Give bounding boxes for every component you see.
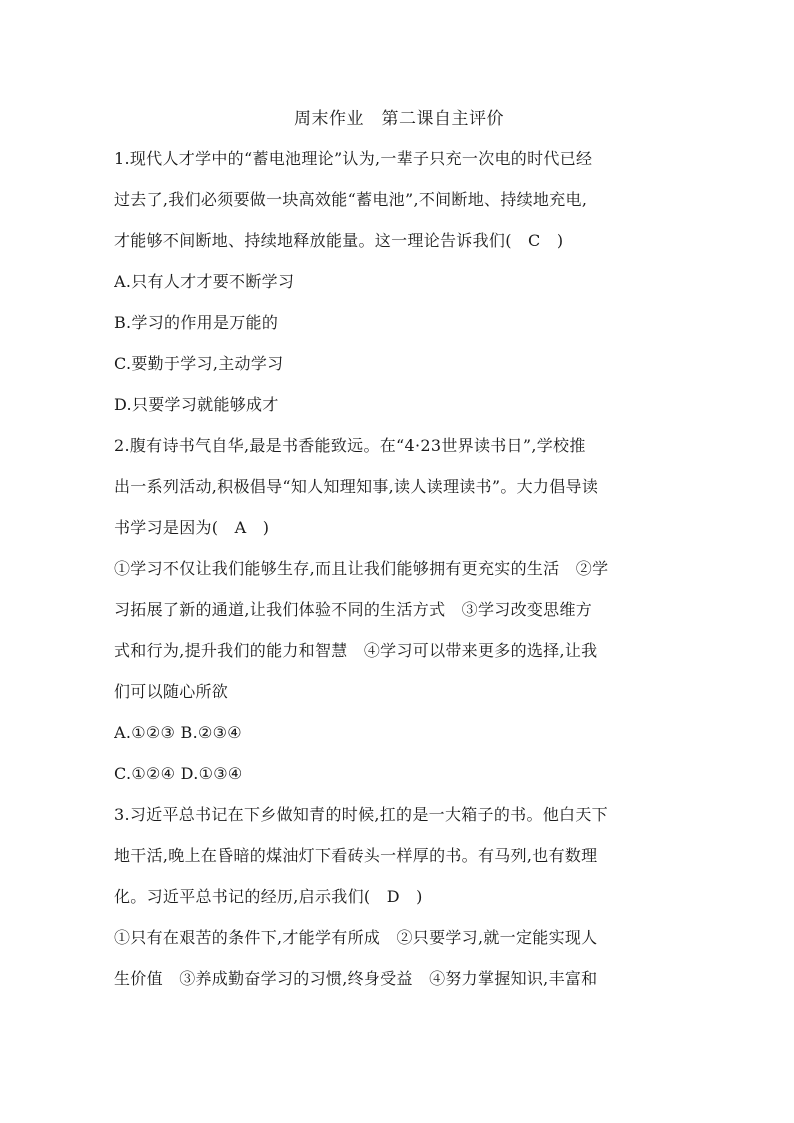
text-line: 生价值 ③养成勤奋学习的习惯,终身受益 ④努力掌握知识,丰富和 bbox=[114, 969, 598, 988]
text-line: 才能够不间断地、持续地释放能量。这一理论告诉我们( C ) bbox=[114, 231, 564, 250]
text-line: 书学习是因为( A ) bbox=[114, 518, 270, 537]
text-line: ①只有在艰苦的条件下,才能学有所成 ②只要学习,就一定能实现人 bbox=[114, 928, 598, 947]
text-line: 习拓展了新的通道,让我们体验不同的生活方式 ③学习改变思维方 bbox=[114, 600, 593, 619]
text-line: 1.现代人才学中的“蓄电池理论”认为,一辈子只充一次电的时代已经 bbox=[114, 149, 593, 168]
text-line: 过去了,我们必须要做一块高效能“蓄电池”,不间断地、持续地充电, bbox=[114, 190, 588, 209]
text-line: 地干活,晚上在昏暗的煤油灯下看砖头一样厚的书。有马列,也有数理 bbox=[114, 846, 598, 865]
text-line: ①学习不仅让我们能够生存,而且让我们能够拥有更充实的生活 ②学 bbox=[114, 559, 609, 578]
text-line: 化。习近平总书记的经历,启示我们( D ) bbox=[114, 887, 423, 906]
text-line: 们可以随心所欲 bbox=[114, 682, 229, 701]
document-page bbox=[114, 100, 684, 999]
text-line: D.只要学习就能够成才 bbox=[114, 395, 279, 414]
text-line: 式和行为,提升我们的能力和智慧 ④学习可以带来更多的选择,让我 bbox=[114, 641, 598, 660]
text-line: A.①②③ B.②③④ bbox=[114, 723, 242, 742]
document-body bbox=[114, 138, 684, 999]
text-line: A.只有人才才要不断学习 bbox=[114, 272, 295, 291]
text-line: C.要勤于学习,主动学习 bbox=[114, 354, 284, 373]
text-line: 2.腹有诗书气自华,最是书香能致远。在“4·23世界读书日”,学校推 bbox=[114, 436, 586, 455]
text-line: C.①②④ D.①③④ bbox=[114, 764, 243, 783]
text-line: 出一系列活动,积极倡导“知人知理知事,读人读理读书”。大力倡导读 bbox=[114, 477, 599, 496]
text-line: 3.习近平总书记在下乡做知青的时候,扛的是一大箱子的书。他白天下 bbox=[114, 805, 608, 824]
page-title: 周末作业 第二课自主评价 bbox=[294, 109, 504, 129]
text-line: B.学习的作用是万能的 bbox=[114, 313, 279, 332]
